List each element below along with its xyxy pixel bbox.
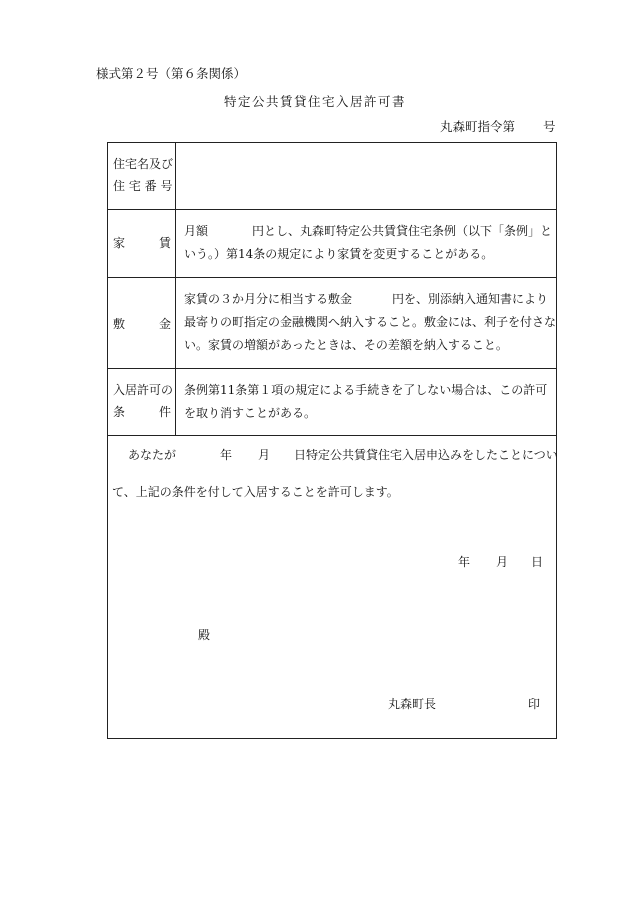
form-number: 様式第２号（第６条関係） <box>96 66 247 81</box>
document-number <box>440 117 556 135</box>
seal-mark: 印 <box>528 697 541 711</box>
notice-line-2-text: て、上記の条件を付して入居することを許可します。 <box>112 485 399 499</box>
rent-text <box>184 220 556 266</box>
deposit-prefix: 家賃の３か月分に相当する敷金 <box>184 292 353 306</box>
label-permit-conditions <box>113 379 174 423</box>
row-divider <box>108 368 556 369</box>
label-char: 件 <box>158 405 171 419</box>
permit-form-frame <box>107 142 557 739</box>
label-line: 住宅名及び <box>113 157 174 171</box>
row-divider <box>108 209 556 210</box>
row-divider <box>108 435 556 436</box>
deposit-text <box>184 288 556 357</box>
addressee-honorific: 殿 <box>198 628 211 642</box>
notice-intro: あなたが <box>128 448 177 462</box>
label-rent <box>113 232 171 254</box>
doc-number-suffix: 号 <box>543 119 556 134</box>
date-day: 日 <box>531 555 544 569</box>
label-line: 住 宅 番 号 <box>113 179 173 193</box>
deposit-body: 円を、別添納入通知書により最寄りの町指定の金融機関へ納入すること。敷金には、利子を付さない。家賃の増額があったときは、その差額を納入すること。 <box>184 292 557 352</box>
doc-number-prefix: 丸森町指令第 <box>440 119 516 134</box>
label-char: 金 <box>158 317 171 331</box>
label-house-name-number <box>113 153 174 197</box>
notice-year: 年 <box>220 448 233 462</box>
permit-conditions-text: 条例第11条第１項の規定による手続きを了しない場合は、この許可を取り消すことがある。 <box>184 383 548 420</box>
label-char: 敷 <box>113 317 126 331</box>
label-line: 入居許可の <box>113 383 174 397</box>
notice-month: 月 <box>258 448 271 462</box>
issuer-title: 丸森町長 <box>388 697 437 711</box>
label-char: 条 <box>113 405 126 419</box>
label-deposit <box>113 313 171 335</box>
rent-body: 円とし、丸森町特定公共賃貸住宅条例（以下「条例」という。）第14条の規定により家賃を変更することがある。 <box>184 224 553 261</box>
label-line <box>113 401 171 423</box>
rent-prefix: 月額 <box>184 224 209 238</box>
row-divider <box>108 277 556 278</box>
document-title: 特定公共賃貸住宅入居許可書 <box>223 94 406 109</box>
label-char: 家 <box>113 236 126 250</box>
label-char: 賃 <box>158 236 171 250</box>
date-month: 月 <box>496 555 509 569</box>
date-year: 年 <box>458 555 471 569</box>
notice-rest: 日特定公共賃貸住宅入居申込みをしたことについ <box>294 448 558 462</box>
label-column-divider <box>175 143 176 435</box>
